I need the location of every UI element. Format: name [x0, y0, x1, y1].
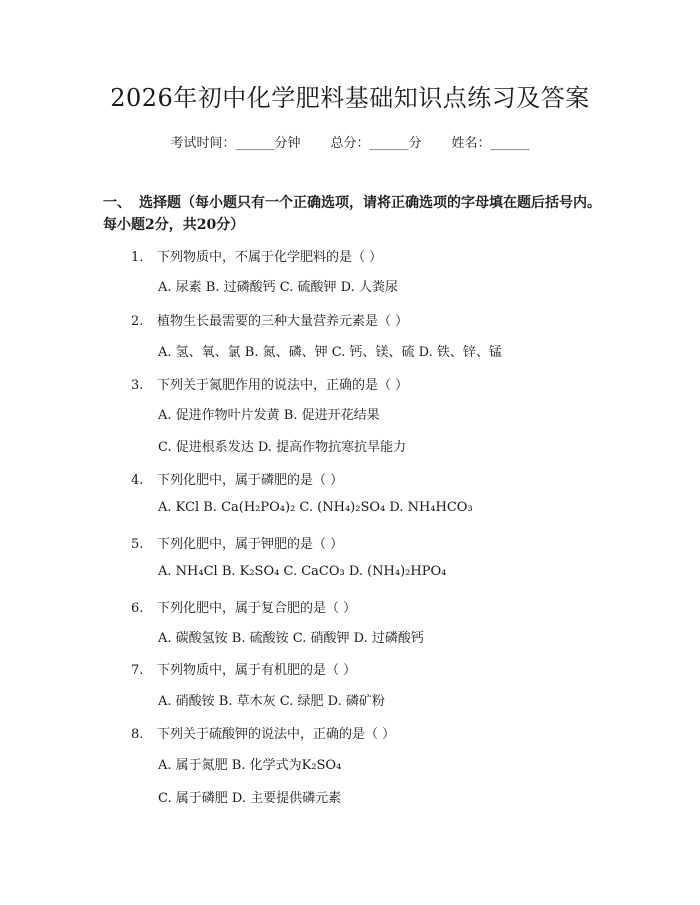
question-number: 5. [131, 537, 144, 552]
question-7 [131, 659, 356, 678]
question-number: 1. [131, 250, 144, 265]
question-5 [131, 533, 343, 552]
question-4 [131, 469, 343, 488]
question-text: 植物生长最需要的三种大量营养元素是（ ） [157, 314, 409, 329]
question-number: 2. [131, 314, 144, 329]
question-5-options: A. NH₄Cl B. K₂SO₄ C. CaCO₃ D. (NH₄)₂HPO₄ [158, 564, 447, 579]
section-instructions: 选择题（每小题只有一个正确选项，请将正确选项的字母填在题后括号内。每小题2分，共20分） [103, 195, 601, 233]
question-number: 4. [131, 473, 144, 488]
question-1 [131, 246, 382, 265]
question-number: 8. [131, 727, 144, 742]
question-8-options-line-1: A. 属于氮肥 B. 化学式为K₂SO₄ [158, 758, 342, 773]
question-text: 下列物质中，属于有机肥的是（ ） [157, 663, 357, 678]
question-text: 下列化肥中，属于复合肥的是（ ） [157, 601, 357, 616]
question-text: 下列化肥中，属于磷肥的是（ ） [157, 473, 344, 488]
question-6-options: A. 碳酸氢铵 B. 硫酸铵 C. 硝酸钾 D. 过磷酸钙 [158, 631, 424, 646]
page-title: 2026年初中化学肥料基础知识点练习及答案 [110, 84, 590, 112]
total-score-label: 总分：______分 [330, 136, 422, 151]
question-7-options: A. 硝酸铵 B. 草木灰 C. 绿肥 D. 磷矿粉 [158, 694, 385, 709]
section-heading [103, 192, 603, 236]
question-8 [131, 723, 395, 742]
student-name-label: 姓名：______ [451, 136, 530, 151]
question-3-options-line-1: A. 促进作物叶片发黄 B. 促进开花结果 [158, 408, 380, 423]
section-number: 一、 [103, 195, 131, 211]
question-3-options-line-2: C. 促进根系发达 D. 提高作物抗寒抗旱能力 [158, 440, 407, 455]
question-2-options: A. 氢、氧、氯 B. 氮、磷、钾 C. 钙、镁、硫 D. 铁、锌、锰 [158, 345, 502, 360]
question-text: 下列物质中，不属于化学肥料的是（ ） [157, 250, 383, 265]
question-4-options: A. KCl B. Ca(H₂PO₄)₂ C. (NH₄)₂SO₄ D. NH₄HCO₃ [158, 500, 473, 515]
question-number: 6. [131, 601, 144, 616]
question-text: 下列化肥中，属于钾肥的是（ ） [157, 537, 344, 552]
question-number: 3. [131, 378, 144, 393]
exam-time-label: 考试时间：______分钟 [170, 136, 301, 151]
question-number: 7. [131, 663, 144, 678]
question-text: 下列关于硫酸钾的说法中，正确的是（ ） [157, 727, 396, 742]
question-3 [131, 374, 408, 393]
question-text: 下列关于氮肥作用的说法中，正确的是（ ） [157, 378, 409, 393]
question-6 [131, 597, 356, 616]
exam-info [0, 132, 700, 151]
question-8-options-line-2: C. 属于磷肥 D. 主要提供磷元素 [158, 791, 342, 806]
question-1-options: A. 尿素 B. 过磷酸钙 C. 硫酸钾 D. 人粪尿 [158, 280, 398, 295]
question-2 [131, 310, 408, 329]
